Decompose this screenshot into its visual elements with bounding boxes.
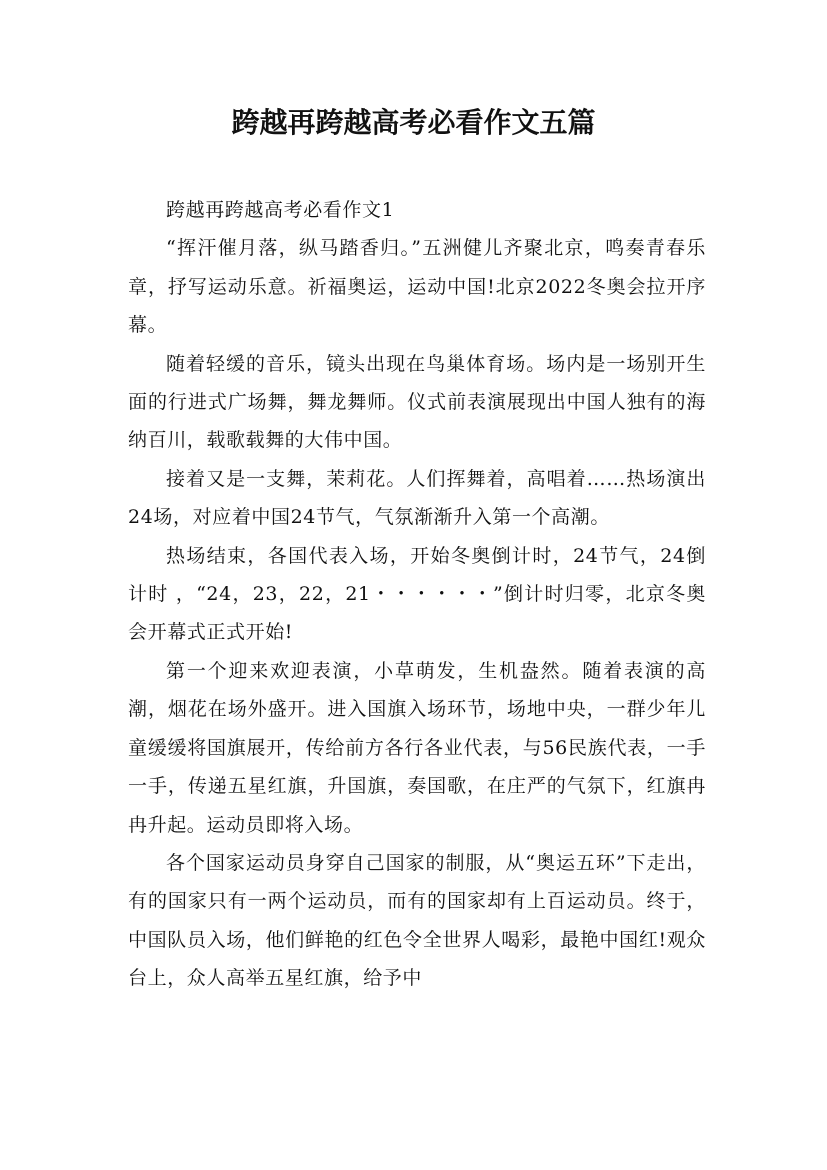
paragraph-5: 第一个迎来欢迎表演，小草萌发，生机盎然。随着表演的高潮，烟花在场外盛开。进入国旗入场环节，场地中央，一群少年儿童缓缓将国旗展开，传给前方各行各业代表，与56民族代表，一手一手，传递五星红旗，升国旗，奏国歌，在庄严的气氛下，红旗冉冉升起。运动员即将入场。	[128, 659, 706, 836]
paragraph-4: 热场结束，各国代表入场，开始冬奥倒计时，24节气，24倒计时 ，“24，23，22，21・・・・・・”倒计时归零，北京冬奥会开幕式正式开始!	[128, 544, 706, 644]
document-title: 跨越再跨越高考必看作文五篇	[231, 106, 596, 139]
paragraph-3: 接着又是一支舞，茉莉花。人们挥舞着，高唱着……热场演出24场，对应着中国24节气，气氛渐渐升入第一个高潮。	[128, 467, 706, 529]
paragraph-1: “挥汗催月落，纵马踏香归。”五洲健儿齐聚北京，鸣奏青春乐章，抒写运动乐意。祈福奥运，运动中国!北京2022冬奥会拉开序幕。	[128, 237, 706, 337]
article-body	[128, 191, 706, 998]
essay-subtitle: 跨越再跨越高考必看作文1	[166, 199, 395, 221]
paragraph-2: 随着轻缓的音乐，镜头出现在鸟巢体育场。场内是一场别开生面的行进式广场舞，舞龙舞师。仪式前表演展现出中国人独有的海纳百川，载歌载舞的大伟中国。	[128, 352, 706, 452]
paragraph-6: 各个国家运动员身穿自己国家的制服，从“奥运五环”下走出，有的国家只有一两个运动员，而有的国家却有上百运动员。终于，中国队员入场，他们鲜艳的红色令全世界人喝彩，最艳中国红!观众台上，众人高举五星红旗，给予中	[128, 851, 706, 990]
